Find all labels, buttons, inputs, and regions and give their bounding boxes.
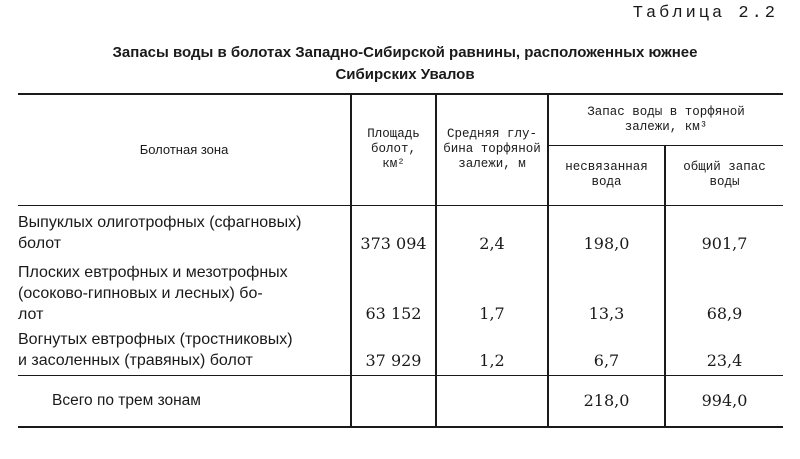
table-row bbox=[18, 327, 783, 375]
area-cell: 37 929 bbox=[351, 327, 436, 375]
depth-cell: 1,7 bbox=[436, 261, 548, 327]
table-number-label: Таблица 2.2 bbox=[632, 4, 778, 23]
total-cell: 68,9 bbox=[665, 261, 783, 327]
total-cell: 901,7 bbox=[665, 205, 783, 261]
table-title-line-2: Сибирских Увалов bbox=[335, 66, 475, 83]
zone-line: и засоленных (травяных) болот bbox=[18, 352, 253, 369]
total-area-cell bbox=[351, 375, 436, 427]
header-area bbox=[351, 94, 436, 205]
zone-cell bbox=[18, 327, 351, 375]
header-unbound-line-1: несвязанная bbox=[565, 160, 648, 174]
header-depth-line-3: залежи, м bbox=[458, 157, 526, 172]
header-reserve-line-2: залежи, км³ bbox=[624, 119, 708, 134]
total-depth-cell bbox=[436, 375, 548, 427]
table-row bbox=[18, 205, 783, 261]
header-total-line-1: общий запас bbox=[683, 160, 766, 174]
header-area-line-1: Площадь bbox=[367, 127, 420, 142]
header-total-water bbox=[665, 145, 783, 205]
header-total-line-2: воды bbox=[709, 175, 740, 189]
zone-line: (осоково-гипновых и лесных) бо- bbox=[18, 285, 263, 302]
zone-cell bbox=[18, 261, 351, 327]
header-unbound-line-2: вода bbox=[591, 175, 622, 189]
zone-line: Вогнутых евтрофных (тростниковых) bbox=[18, 331, 293, 348]
depth-cell: 2,4 bbox=[436, 205, 548, 261]
area-cell: 373 094 bbox=[351, 205, 436, 261]
header-unbound-water bbox=[548, 145, 665, 205]
header-area-line-3: км² bbox=[382, 157, 405, 172]
zone-line: лот bbox=[18, 306, 44, 323]
zone-cell bbox=[18, 205, 351, 261]
zone-line: Плоских евтрофных и мезотрофных bbox=[18, 264, 288, 281]
total-total-cell: 994,0 bbox=[665, 375, 783, 427]
unbound-cell: 13,3 bbox=[548, 261, 665, 327]
total-unbound-cell: 218,0 bbox=[548, 375, 665, 427]
total-cell: 23,4 bbox=[665, 327, 783, 375]
header-depth-line-2: бина торфяной bbox=[443, 142, 541, 157]
header-depth-line-1: Средняя глу- bbox=[446, 127, 537, 142]
header-zone: Болотная зона bbox=[18, 94, 351, 205]
header-reserve bbox=[548, 94, 783, 145]
area-cell: 63 152 bbox=[351, 261, 436, 327]
header-reserve-line-1: Запас воды в торфяной bbox=[587, 104, 745, 119]
total-row bbox=[18, 375, 783, 427]
total-row-label: Всего по трем зонам bbox=[18, 375, 351, 427]
depth-cell: 1,2 bbox=[436, 327, 548, 375]
table-title bbox=[60, 42, 750, 86]
unbound-cell: 198,0 bbox=[548, 205, 665, 261]
table-row bbox=[18, 261, 783, 327]
zone-line: болот bbox=[18, 234, 62, 252]
zone-line: Выпуклых олиготрофных (сфагновых) bbox=[18, 213, 302, 231]
header-area-line-2: болот, bbox=[370, 142, 416, 157]
unbound-cell: 6,7 bbox=[548, 327, 665, 375]
table-title-line-1: Запасы воды в болотах Западно-Сибирской равнины, расположенных южнее bbox=[112, 44, 698, 61]
header-depth bbox=[436, 94, 548, 205]
water-reserves-table bbox=[18, 93, 783, 428]
